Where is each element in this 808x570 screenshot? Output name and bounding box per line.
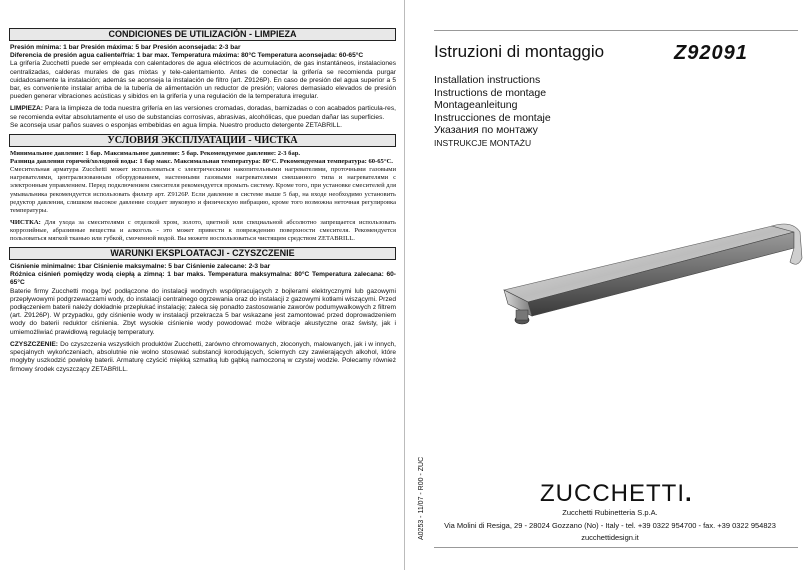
company-address: Via Molini di Resiga, 29 - 28024 Gozzano (No) - Italy - tel. +39 0322 954700 - fax. +39 0322 954823 [444,521,776,530]
faucet-spout-illustration [492,218,808,338]
ru-line2: Разница давления горячей/холодной воды: 1 бар макс. Максимальная температура: 80°C. Рекомендуемая температура: 60-65°C. [10,158,393,166]
section-es [9,28,396,130]
section-header-ru: УСЛОВИЯ ЭКСПЛУАТАЦИИ - ЧИСТКА [9,134,396,147]
language-item-small: INSTRUKCJE MONTAŻU [434,137,532,148]
company-website: zucchettidesign.it [581,533,639,542]
pl-line1: Ciśnienie minimalne: 1bar Ciśnienie maksymalne: 5 bar Ciśnienie zalecane: 2-3 bar [10,263,271,271]
language-item: Instrucciones de montaje [434,111,551,124]
section-body-es [10,44,396,130]
ru-body: Смесительная арматура Zucchetti может использоваться с электрическими накопительными нагревателями, проточными газовыми нагревателями, централизованным оборудованием, настенными газовыми нагревателями смешанного типа и нагревателями с электронным управлением. Перед подключением смесителя рекомендуется промыть систему. Кроме того, при установке смесителей для умывальника рекомендуется использовать фильтр арт. Z9126P. Если давление в системе выше 5 бар, на входе необходимо установить редуктор давления, слишком высокое давление создает звуковую и физическую вибрацию, кроме того возможна неточная регулировка температуры. [10,166,396,214]
company-name: Zucchetti Rubinetteria S.p.A. [562,508,658,517]
pl-line2: Różnica ciśnień pomiędzy wodą ciepłą a zimną: 1 bar maks. Temperatura maksymalna: 80°C Temperatura zalecana: 60-65°C [10,271,396,287]
language-item: Указания по монтажу [434,124,538,137]
brand-logo [540,480,693,508]
es-clean-label: LIMPIEZA: [10,105,43,113]
pl-body: Baterie firmy Zucchetti mogą być podłączone do instalacji wodnych współpracujących z bojlerami elektrycznymi lub gazowymi przepływowymi podgrzewaczami wody, do instalacji centralnego ogrzewania oraz do instalacji z gazowymi kotłami wiszącymi. Przed podłączeniem baterii należy dokładnie przepłukać instalację; zaleca się ponadto zastosowanie zaworów podumywalkowych z filtrem (art. Z9126P). W przypadku, gdy ciśnienie wody w instalacji przekracza 5 bar wskazane jest zamontować przed doprowadzeniem wody do baterii reduktor ciśnienia. Zbyt wysokie ciśnienie wody powodować może wibracje akustyczne oraz świsty, jak i umiemożliwiać prawidłową regulację temperatury. [10,287,396,336]
section-header-es: CONDICIONES DE UTILIZACIÓN - LIMPIEZA [9,28,396,41]
language-item: Montageanleitung [434,99,518,112]
pl-clean: Do czyszczenia wszystkich produktów Zucchetti, zarówno chromowanych, złoconych, malowanych, jak i w innych, specjalnych wykończeniach, absolutnie nie wolno stosować substancji korodujących, ściernych czy zawierających alkohol, które mogłyby uszkodzić powłokę baterii. Armaturę czyścić miękką szmatką lub gąbką namoczoną w czystej wodzie. Polecamy również firmowy środek czyszczący ZETABRILL. [10,340,397,373]
ru-clean-label: ЧИСТКА: [10,218,41,226]
top-rule [434,30,798,31]
es-line1: Presión mínima: 1 bar Presión máxima: 5 bar Presión aconsejada: 2-3 bar [10,44,241,51]
es-clean2: Se aconseja usar paños suaves o esponjas embebidas en agua limpia. Nuestro producto detergente ZETABRILL. [10,121,342,129]
pl-clean-label: CZYSZCZENIE: [10,340,58,348]
language-item: Instructions de montage [434,86,547,99]
es-line2: Diferencia de presión agua caliente/fría: 1 bar max. Temperatura máxima: 80°C Temperatura aconsejada: 60-65°C [10,52,364,60]
ru-line1: Минимальное давление: 1 бар. Максимальное давление: 5 бар. Рекомендуемое давление: 2-3 бар. [10,150,301,158]
section-body-ru [10,150,396,243]
section-pl [9,247,396,374]
brand-dot: . [684,480,693,507]
ru-clean: Для ухода за смесителями с отделкой хром, золото, цветной или специальной абсолютно запрещается использовать коррозийные, абразивные вещества и алкоголь - это может привести к повреждению поверхности смесителя. Рекомендуется пользоваться мягкой тканью или губкой, смоченной водой. Вы можете воспользоваться чистящим средством ZETABRILL. [10,218,396,242]
brand-name: ZUCCHETTI [540,480,685,507]
section-header-pl: WARUNKI EKSPLOATACJI - CZYSZCZENIE [9,247,396,260]
page-divider [404,0,405,570]
language-item: Installation instructions [434,74,541,86]
right-column [412,0,808,570]
section-body-pl [10,263,396,374]
section-ru [9,134,396,243]
es-body: La grifería Zucchetti puede ser empleada con calentadores de agua eléctricos de acumulación, de gas instantáneos, instalaciones centralizadas, calderas murales de gas mixtas y tele-calentamiento. Antes de conectar la grifería se recomienda purgar cuidadosamente la instalación; además se aconseja la instalación de filtro (art. Z9126P). En caso de presión del agua superior a 5 bar, es conveniente instalar arriba de la tubería de alimentación un reductor de presión; valores demasiado elevados de presión pueden generar vibraciones acústicas y sibidos en la grifería y una regulación de la temperatura irregular. [10,60,396,101]
spout-top [504,226,794,302]
document-code: A0253 - 11/07 - R00 - ZUC [418,456,425,540]
page-title: Istruzioni di montaggio [434,42,605,61]
bottom-rule [434,547,798,548]
es-clean: Para la limpieza de toda nuestra grifería en las versiones cromadas, doradas, barnizadas o con acabados particula-res, se recomienda evitar absolutamente el uso de substancias corrosivas, abrasivas, alcohólicas, que puedan dañar las superficies. [10,105,396,121]
language-list [434,74,551,150]
left-column [9,24,396,374]
spout-side [528,232,794,316]
product-code: Z92091 [674,42,748,64]
